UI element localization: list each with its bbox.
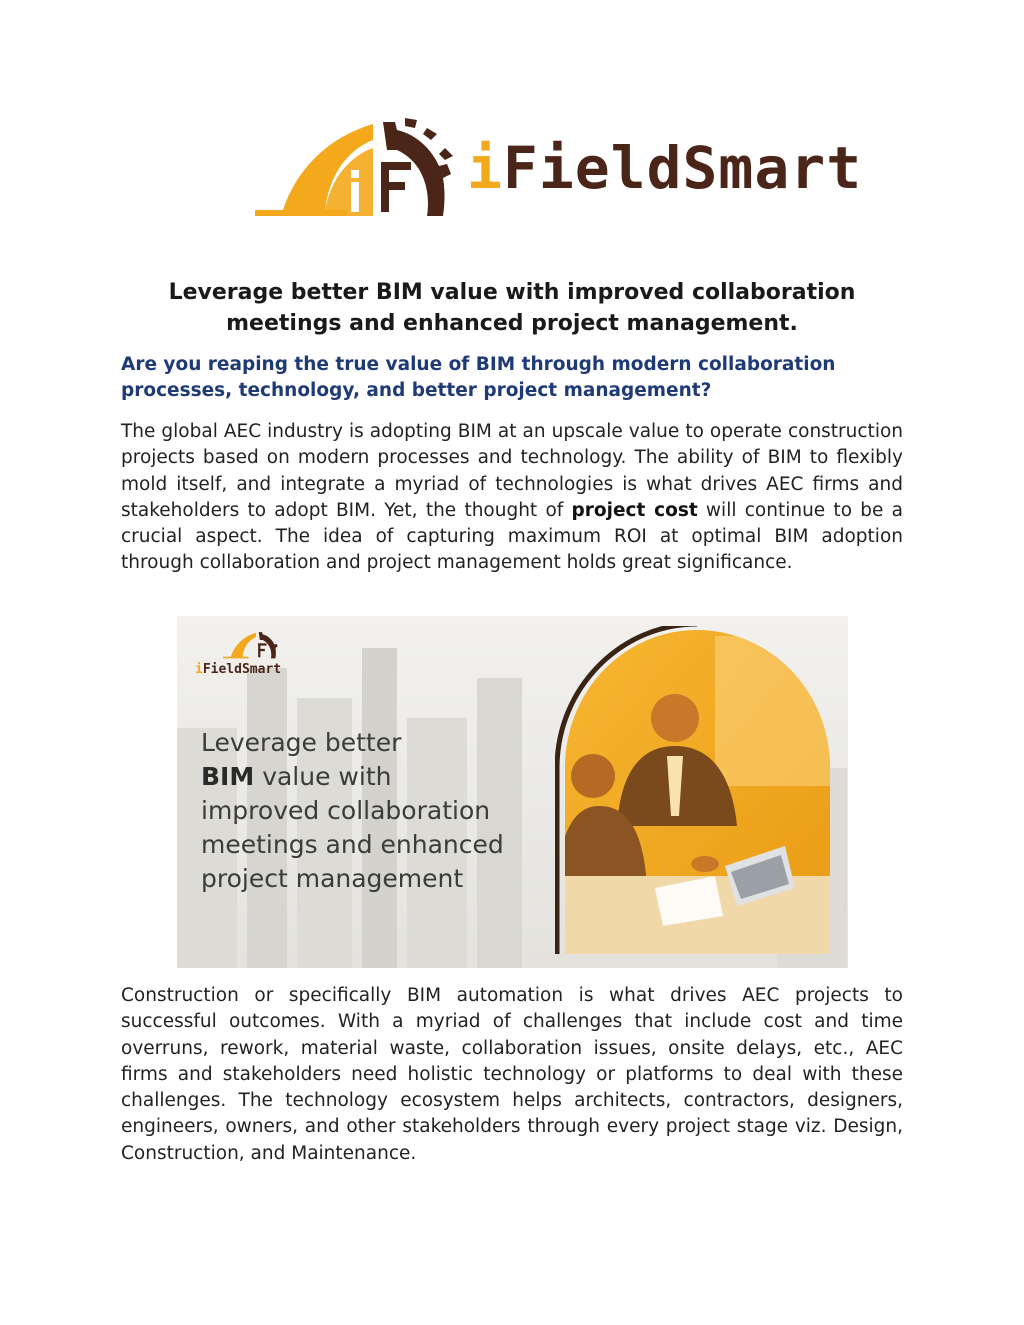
- paragraph-intro-bold: project cost: [571, 499, 698, 521]
- banner-logo-emblem-icon: [223, 628, 283, 662]
- paragraph-intro-part1: The global AEC industry is adopting BIM at an upscale value to operate construction projects based on modern processes and technology. The ability of BIM to flexibly mold itself, and integrate a myriad of technologies is what drives AEC firms and stakeholders to adopt BIM. Yet, the thought of: [121, 421, 903, 521]
- paragraph-intro: [121, 419, 903, 577]
- logo-wordmark: [467, 128, 862, 208]
- banner-heading-line: meetings and enhanced: [201, 830, 504, 859]
- banner-image: [177, 616, 848, 968]
- title-line-1: Leverage better BIM value with improved collaboration: [168, 280, 856, 305]
- banner-heading-line: project management: [201, 864, 464, 893]
- banner-logo-rest: FieldSmart: [202, 662, 282, 677]
- business-meeting-photo-icon: [555, 626, 840, 954]
- banner-heading-line: Leverage better: [201, 728, 402, 757]
- banner-heading: [201, 726, 561, 896]
- logo-emblem-icon: [255, 118, 470, 218]
- paragraph-intro-part2: will continue to be a crucial aspect. The idea of capturing maximum ROI at optimal BIM adoption through collaboration and project management holds great significance.: [121, 499, 903, 574]
- logo-wordmark-i: i: [467, 134, 503, 202]
- title-line-2: meetings and enhanced project management.: [226, 311, 798, 336]
- banner-heading-line: improved collaboration: [201, 796, 491, 825]
- banner-heading-line: BIM value with: [201, 762, 392, 791]
- paragraph-bim-automation: Construction or specifically BIM automation is what drives AEC projects to successful outcomes. With a myriad of challenges that include cost and time overruns, rework, material waste, collaboration issues, onsite delays, etc., AEC firms and stakeholders need holistic technology or platforms to deal with these challenges. The technology ecosystem helps architects, contractors, designers, engineers, owners, and other stakeholders through every project stage viz. Design, Construction, and Maintenance.: [121, 985, 903, 1164]
- banner-logo-i: i: [195, 662, 203, 677]
- banner-logo-wordmark: [195, 662, 281, 677]
- subtitle: Are you reaping the true value of BIM through modern collaboration processes, technology, and better project management?: [121, 354, 836, 401]
- logo-wordmark-rest: FieldSmart: [502, 134, 863, 202]
- document-title: [121, 277, 903, 339]
- company-logo: [255, 118, 863, 218]
